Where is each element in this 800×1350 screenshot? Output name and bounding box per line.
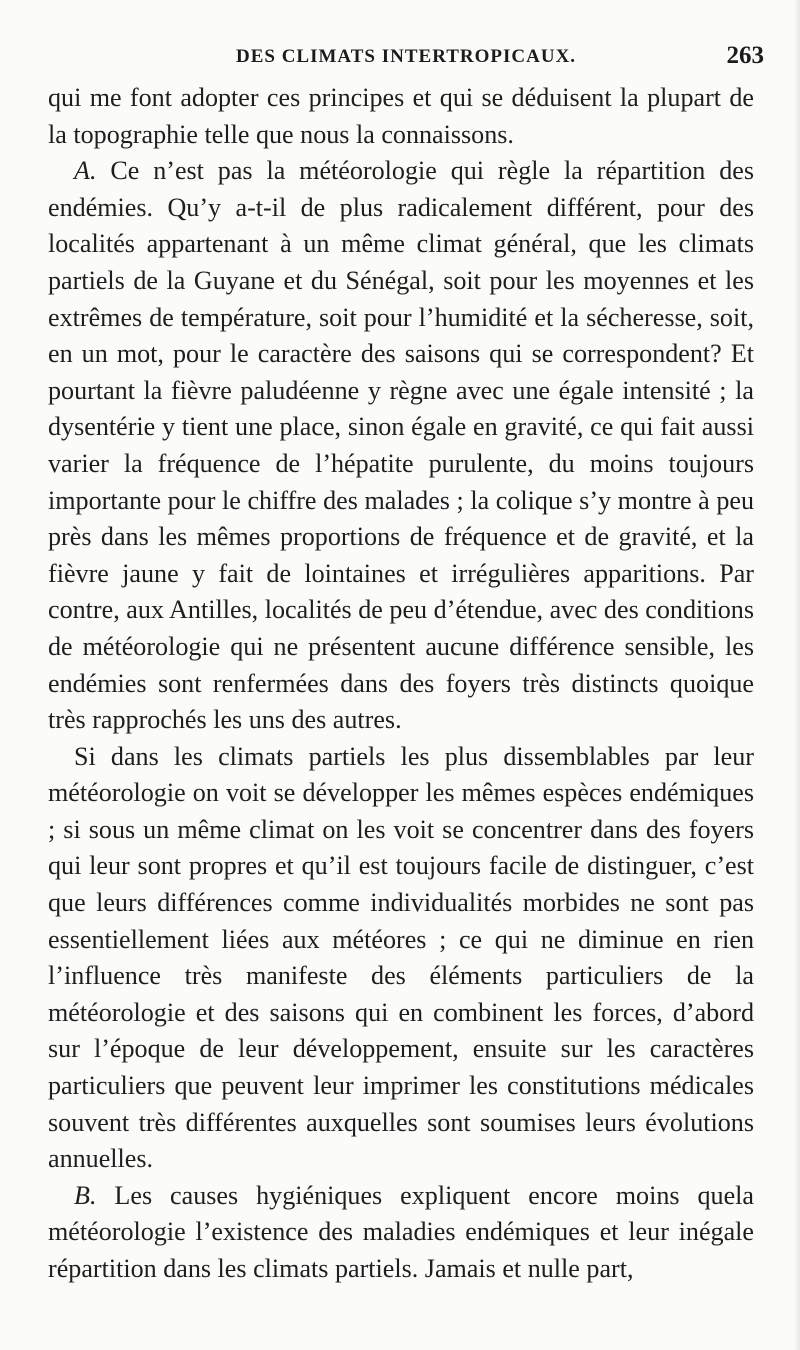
page-edge-shadow xyxy=(794,0,800,1350)
running-title: DES CLIMATS INTERTROPICAUX. xyxy=(236,46,577,67)
body-text xyxy=(48,80,754,1288)
page-number: 263 xyxy=(726,42,764,69)
paragraph-text: Les causes hygiéniques expliquent encore moins quela météorologie l’existence des maladies endémiques et leur inégale répartition dans les climats partiels. Jamais et nulle part, xyxy=(48,1180,754,1283)
paragraph-b xyxy=(48,1178,754,1288)
paragraph-letter-a: A. xyxy=(74,156,97,186)
paragraph-si xyxy=(48,739,754,1178)
page-header xyxy=(48,42,764,78)
paragraph-text: Ce n’est pas la météorologie qui règle la répartition des endémies. Qu’y a-t-il de plus radicalement différent, pour des localités appartenant à un même climat général, que les climats partiels de la Guyane et du Sénégal, soit pour les moyennes et les extrêmes de température, soit pour l’humidité et la sécheresse, soit, en un mot, pour le caractère des saisons qui se correspondent? Et pourtant la fièvre paludéenne y règne avec une égale intensité ; la dysentérie y tient une place, sinon égale en gravité, ce qui fait aussi varier la fréquence de l’hépatite purulente, du moins toujours importante pour le chiffre des malades ; la colique s’y montre à peu près dans les mêmes proportions de fréquence et de gravité, et la fièvre jaune y fait de lointaines et irrégulières apparitions. Par contre, aux Antilles, localités de peu d’étendue, avec des conditions de météorologie qui ne présentent aucune différence sensible, les endémies sont renfermées dans des foyers très distincts quoique très rapprochés les uns des autres. xyxy=(48,156,754,735)
paragraph-text: qui me font adopter ces principes et qui se déduisent la plupart de la topographie telle que nous la connaissons. xyxy=(48,83,754,149)
paragraph-continuation xyxy=(48,80,754,153)
paragraph-text: Si dans les climats partiels les plus dissemblables par leur météorologie on voit se développer les mêmes espèces endémiques ; si sous un même climat on les voit se concentrer dans des foyers qui leur sont propres et qu’il est toujours facile de distinguer, c’est que leurs différences comme individualités morbides ne sont pas essentiellement liées aux météores ; ce qui ne diminue en rien l’influence très manifeste des éléments particuliers de la météorologie et des saisons qui en combinent les forces, d’abord sur l’époque de leur développement, ensuite sur les caractères particuliers que peuvent leur imprimer les constitutions médicales souvent très différentes auxquelles sont soumises leurs évolutions annuelles. xyxy=(48,741,754,1174)
paragraph-letter-b: B. xyxy=(74,1180,97,1210)
paragraph-a xyxy=(48,153,754,739)
